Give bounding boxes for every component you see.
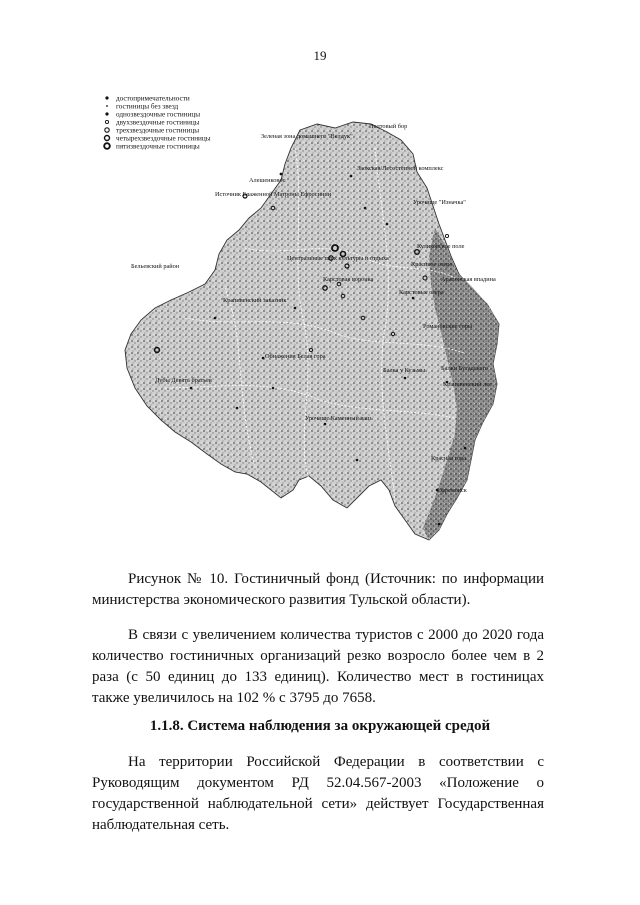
legend-marker-6 — [104, 143, 110, 149]
map-label: Карстовая воронка — [323, 276, 374, 283]
legend-label-1: гостиницы без звезд — [116, 102, 179, 111]
legend-label-6: пятизвездочные гостиницы — [116, 142, 200, 151]
legend-marker-2 — [105, 112, 108, 115]
paragraph-observation-network: На территории Российской Федерации в соответствии с Руководящим документом РД 52.04.567-2003 «Положение о государственной наблюдательной сети» действует Государственная наблюдательная сеть. — [92, 754, 544, 833]
map-label: Алешенковос — [249, 177, 286, 184]
legend-label-5: четырехзвездочные гостиницы — [116, 134, 211, 143]
legend-marker-3 — [105, 120, 108, 123]
map-label: Куликовское поле — [417, 243, 465, 250]
legend-label-3: двухзвездочные гостиницы — [116, 118, 200, 127]
legend-marker-5 — [105, 136, 110, 141]
map-label: Зеленая зона домашнего "Велдук" — [261, 133, 353, 140]
map-label: Источник Блаженной Матроны Ефросинии — [215, 191, 332, 198]
map-label: Обнажения Белая гора — [265, 353, 326, 360]
map-label: Заокская/Лесостепной комплекс — [357, 165, 444, 172]
map-label: Центральные парк культуры и отдыха — [287, 255, 389, 262]
legend-label-2: однозвездочные гостиницы — [116, 110, 201, 119]
hotel-map-figure — [95, 88, 545, 548]
map-label: Ефремовск — [437, 487, 467, 494]
map-label: Урочище Каменный ваш — [305, 415, 371, 422]
legend-label-4: трехзвездочные гостиницы — [116, 126, 200, 135]
map-legend — [104, 95, 211, 151]
paragraph-tourism-growth: В связи с увеличением количества туристов с 2000 до 2020 года количество гостиничных организаций резко возросло более чем в 2 раза (с 50 единиц до 133 единиц). Количество мест в гостиницах также увеличилось на 102 % с 3795 до 7658. — [92, 627, 544, 706]
figure-caption: Рисунок № 10. Гостиничный фонд (Источник: по информации министерства экономического развития Тульской области). — [92, 571, 544, 608]
map-label: Крапивенский заказник — [223, 297, 287, 304]
map-label: Романовские горы — [423, 323, 473, 330]
map-label: Карстовые озера — [399, 289, 444, 296]
section-heading: 1.1.8. Система наблюдения за окружающей средой — [149, 718, 491, 734]
map-label: Дубы Девять братьев — [155, 377, 212, 384]
map-label: Красная гора — [431, 455, 467, 462]
map-label: Балка у Кузьмы — [383, 367, 426, 374]
legend-marker-4 — [105, 128, 109, 132]
page-number: 19 — [313, 48, 327, 63]
map-label: Полтовый бор — [369, 123, 408, 130]
legend-marker-1 — [106, 105, 108, 107]
map-label: Красивое озеро — [411, 261, 453, 268]
map-label: Балки Бугадского — [441, 365, 489, 372]
legend-marker-0 — [105, 96, 108, 99]
map-label: Крапивенский лес — [443, 381, 492, 388]
map-label: Урочище "Изначка" — [413, 199, 466, 206]
legend-label-0: достопримечательности — [116, 94, 190, 103]
map-label: Араповская впадина — [441, 276, 496, 283]
map-label: Бельевский район — [131, 263, 180, 270]
